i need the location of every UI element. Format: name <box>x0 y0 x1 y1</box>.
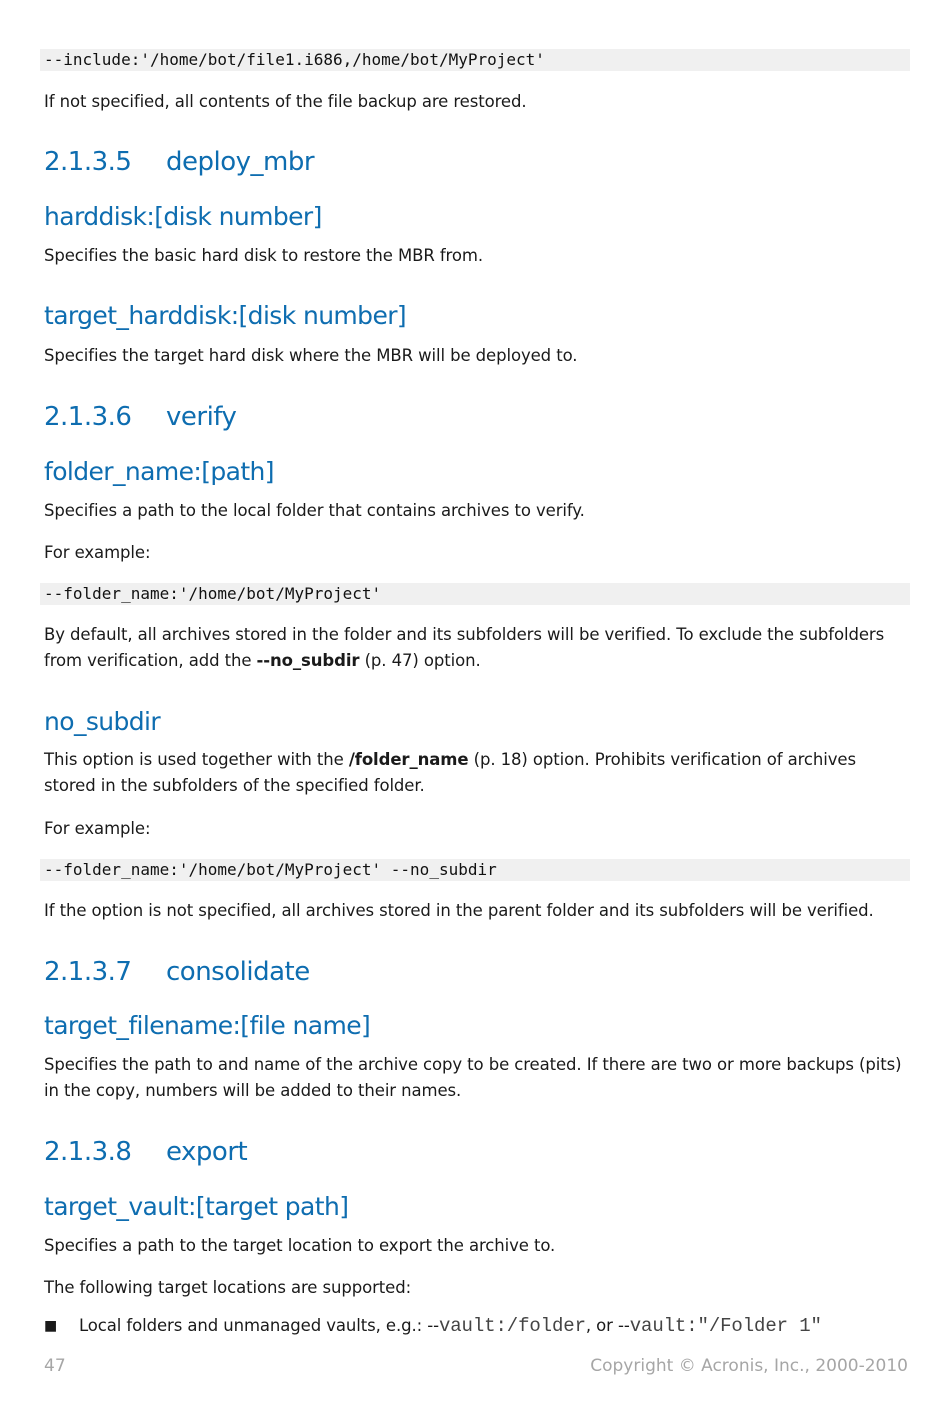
section-title: verify <box>166 402 237 432</box>
section-number: 2.1.3.8 <box>44 1137 132 1167</box>
text-run: (p. 18) option. Prohibits verification of archives stored in the subfolders of the specified folder. <box>44 750 856 795</box>
page-number: 47 <box>44 1356 66 1376</box>
code-folder-name-no-subdir: --folder_name:'/home/bot/MyProject' --no_subdir <box>40 859 910 881</box>
inline-code: vault:"/Folder 1" <box>629 1315 822 1337</box>
text-run: This option is used together with the <box>44 750 349 769</box>
option-link-no-subdir[interactable]: --no_subdir <box>256 651 360 670</box>
section-heading-consolidate <box>44 955 310 989</box>
paragraph-for-example-1: For example: <box>44 543 151 562</box>
section-number: 2.1.3.5 <box>44 147 132 177</box>
list-item-local-folders <box>79 1313 909 1339</box>
paragraph-if-option: If the option is not specified, all archives stored in the parent folder and its subfolders will be verified. <box>44 901 874 920</box>
paragraph-for-example-2: For example: <box>44 819 151 838</box>
heading-harddisk: harddisk:[disk number] <box>44 202 322 231</box>
text-run: (p. 47) option. <box>359 651 481 670</box>
paragraph-no-subdir <box>44 747 910 799</box>
section-heading-export <box>44 1135 247 1169</box>
option-link-folder-name[interactable]: /folder_name <box>348 750 469 769</box>
section-number: 2.1.3.6 <box>44 402 132 432</box>
section-heading-deploy-mbr <box>44 145 314 179</box>
code-include: --include:'/home/bot/file1.i686,/home/bot/MyProject' <box>40 49 910 71</box>
heading-folder-name: folder_name:[path] <box>44 457 274 486</box>
section-title: deploy_mbr <box>166 147 315 177</box>
section-title: export <box>166 1137 248 1167</box>
paragraph-harddisk: Specifies the basic hard disk to restore the MBR from. <box>44 246 483 265</box>
heading-target-harddisk: target_harddisk:[disk number] <box>44 301 407 330</box>
section-number: 2.1.3.7 <box>44 957 132 987</box>
paragraph-folder-name: Specifies a path to the local folder that contains archives to verify. <box>44 501 585 520</box>
heading-no-subdir: no_subdir <box>44 707 161 736</box>
paragraph-target-filename: Specifies the path to and name of the archive copy to be created. If there are two or more backups (pits) in the copy, numbers will be added to their names. <box>44 1055 902 1100</box>
section-heading-verify <box>44 400 236 434</box>
heading-target-filename: target_filename:[file name] <box>44 1011 371 1040</box>
paragraph-default <box>44 622 910 674</box>
heading-target-vault: target_vault:[target path] <box>44 1192 349 1221</box>
paragraph-supported: The following target locations are supported: <box>44 1278 412 1297</box>
text-run: , or -- <box>585 1316 630 1335</box>
paragraph-not-specified: If not specified, all contents of the file backup are restored. <box>44 92 527 111</box>
code-folder-name: --folder_name:'/home/bot/MyProject' <box>40 583 910 605</box>
paragraph-target-vault: Specifies a path to the target location to export the archive to. <box>44 1236 556 1255</box>
section-title: consolidate <box>166 957 310 987</box>
paragraph-target-harddisk: Specifies the target hard disk where the MBR will be deployed to. <box>44 346 578 365</box>
text-run: Local folders and unmanaged vaults, e.g.: -- <box>79 1316 439 1335</box>
bullet-square-icon: ■ <box>44 1318 58 1334</box>
inline-code: vault:/folder <box>438 1315 586 1337</box>
text-run: By default, all archives stored in the folder and its subfolders will be verified. To exclude the subfolders from verification, add the <box>44 625 885 670</box>
copyright-notice: Copyright © Acronis, Inc., 2000-2010 <box>590 1356 908 1376</box>
